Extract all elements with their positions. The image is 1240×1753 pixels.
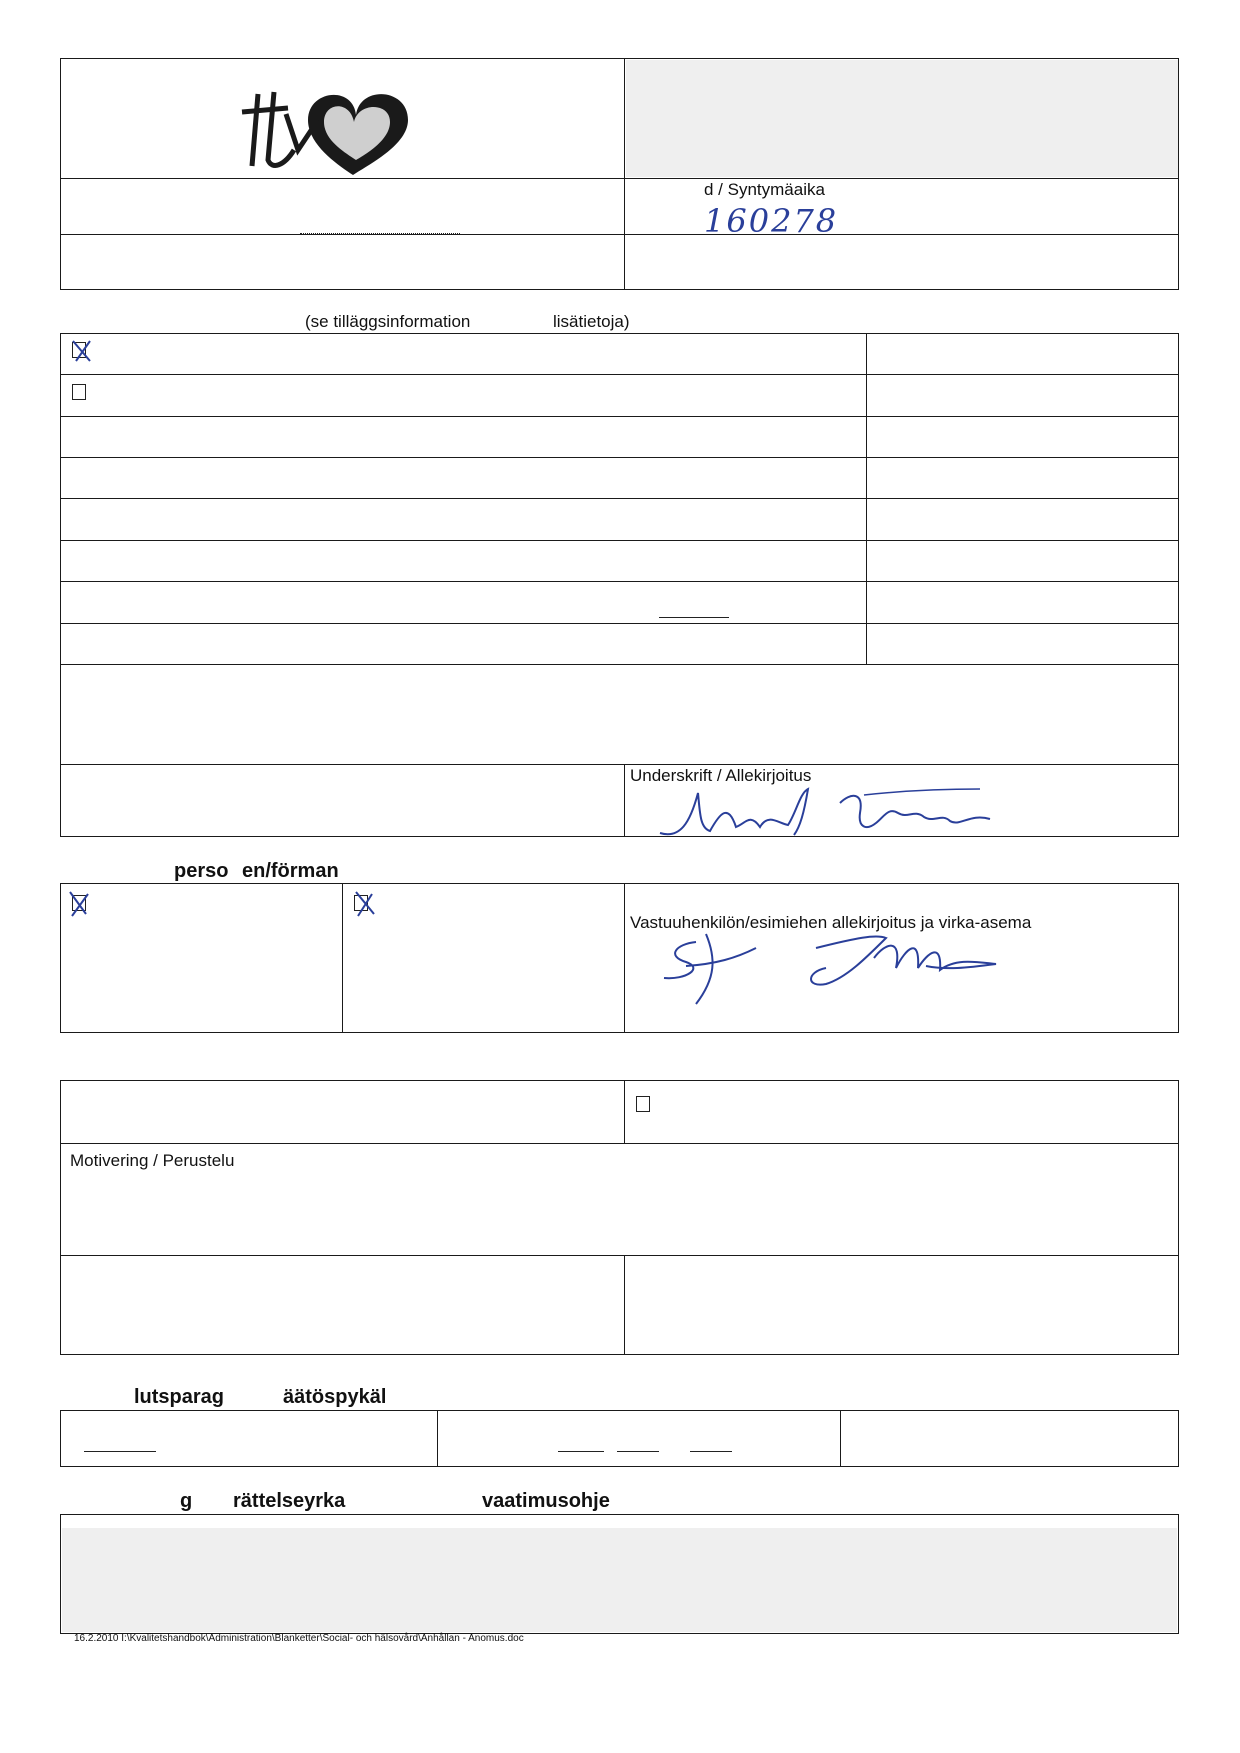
app-row-line-4 (60, 498, 1179, 499)
birthdate-value: 160278 (704, 202, 839, 240)
app-row-line-7 (60, 623, 1179, 624)
paragraph-table (60, 1410, 1179, 1467)
appeal-heading-a: g (180, 1490, 193, 1512)
supervisor-signature (656, 928, 1036, 1008)
checked-x-icon (352, 890, 378, 923)
app-row-line-2 (60, 416, 1179, 417)
paragraph-blank-4 (690, 1451, 732, 1452)
signature-cell-divider (624, 764, 625, 837)
application-table (60, 333, 1179, 837)
app-row-line-1 (60, 374, 1179, 375)
app-row-line-3 (60, 457, 1179, 458)
option-checkbox-2[interactable] (72, 384, 86, 400)
decision-divider-bottom (624, 1255, 625, 1355)
applicant-signature (650, 783, 1010, 841)
appeal-heading-b: rättelseyrka (233, 1490, 346, 1512)
paragraph-blank-2 (558, 1451, 604, 1452)
decision-divider-top (624, 1080, 625, 1143)
info-note-right: lisätietoja) (553, 312, 630, 331)
app-row-line-8 (60, 664, 1179, 665)
supervisor-divider-2 (624, 883, 625, 1033)
supervisor-heading-b: en/förman (242, 860, 339, 882)
paragraph-heading-a: lutsparag (134, 1386, 225, 1408)
applicant-signature-label: Underskrift / Allekirjoitus (630, 766, 812, 785)
paragraph-blank-3 (617, 1451, 659, 1452)
decision-row-line-2 (60, 1255, 1179, 1256)
checked-x-icon (66, 890, 92, 923)
supervisor-heading-a: perso (174, 860, 229, 882)
appeal-shaded-area (62, 1528, 1177, 1632)
checked-x-icon (70, 338, 94, 369)
motivation-label: Motivering / Perustelu (70, 1151, 235, 1170)
header-shaded-cell (626, 60, 1178, 177)
app-row-line-9 (60, 764, 1179, 765)
paragraph-heading-b: äätöspykäl (283, 1386, 387, 1408)
supervisor-divider-1 (342, 883, 343, 1033)
paragraph-divider-1 (437, 1410, 438, 1467)
heart-logo-icon (238, 80, 418, 180)
info-note-left: (se tilläggsinformation (305, 312, 471, 331)
appeal-heading-c: vaatimusohje (482, 1490, 610, 1512)
birthdate-label: d / Syntymäaika (704, 180, 825, 199)
decision-row-line-1 (60, 1143, 1179, 1144)
header-row-line-2 (60, 234, 1179, 235)
header-divider (624, 58, 625, 290)
decision-table (60, 1080, 1179, 1355)
app-row-line-5 (60, 540, 1179, 541)
faint-rule (300, 233, 460, 234)
document-footer-path: 16.2.2010 I:\Kvalitetshandbok\Administration\Blanketter\Social- och hälsovård\Anhållan - Anomus.doc (74, 1633, 524, 1644)
organization-logo (238, 80, 418, 180)
paragraph-blank-1 (84, 1451, 156, 1452)
paragraph-divider-2 (840, 1410, 841, 1467)
supervisor-signature-label: Vastuuhenkilön/esimiehen allekirjoitus ja virka-asema (630, 913, 1032, 932)
app-row-line-6 (60, 581, 1179, 582)
header-row-line-1 (60, 178, 1179, 179)
blank-underline (659, 617, 729, 618)
decision-checkbox[interactable] (636, 1096, 650, 1112)
